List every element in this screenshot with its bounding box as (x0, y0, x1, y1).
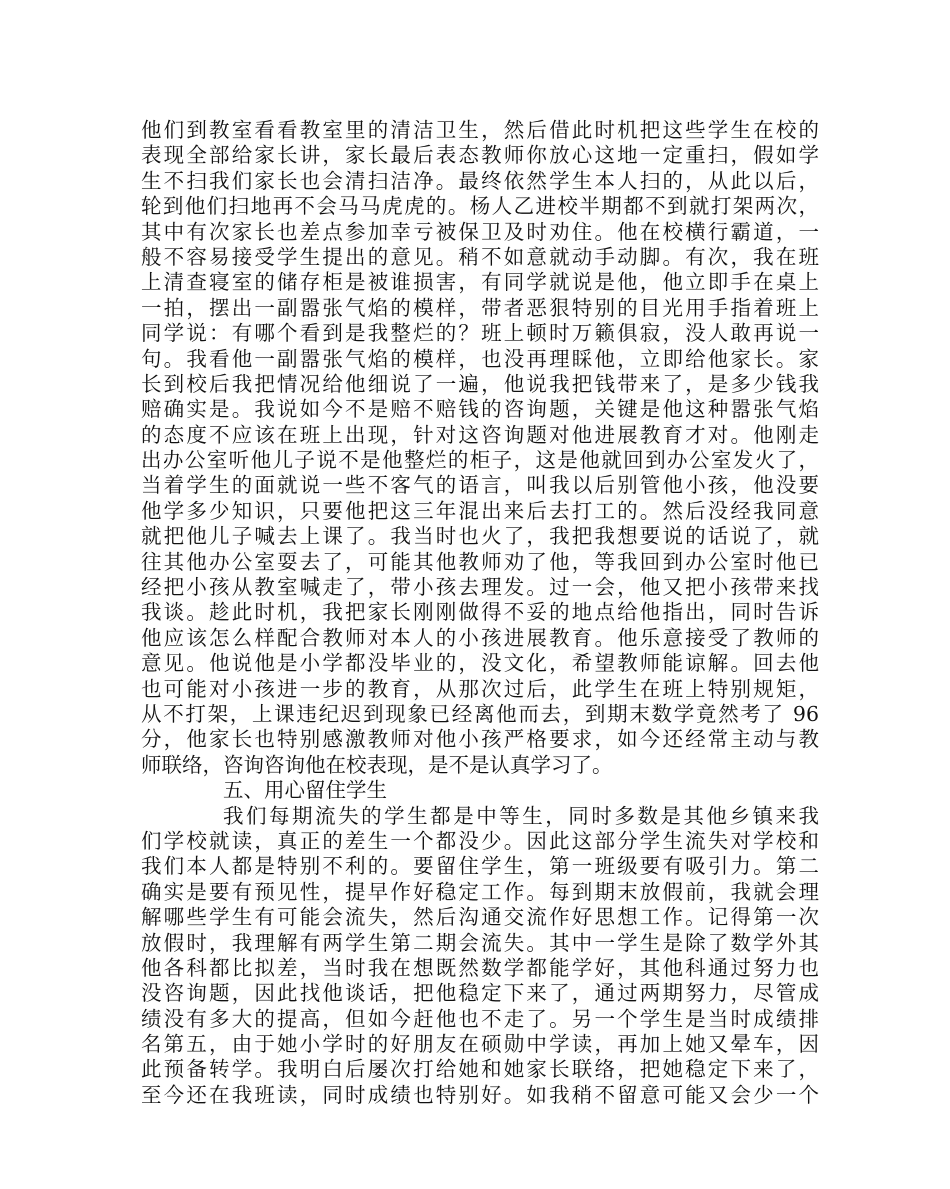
text-line: 从不打架，上课违纪迟到现象已经离他而去，到期末数学竟然考了 96 (141, 701, 819, 726)
text-line: 绩没有多大的提高，但如今赶他也不走了。另一个学生是当时成绩排 (141, 1006, 819, 1031)
text-line: 确实是要有预见性，提早作好稳定工作。每到期末放假前，我就会理 (141, 879, 819, 904)
text-line: 其中有次家长也差点参加幸亏被保卫及时劝住。他在校横行霸道，一 (141, 219, 819, 244)
text-line: 轮到他们扫地再不会马马虎虎的。杨人乙进校半期都不到就打架两次， (141, 194, 819, 219)
text-line: 赔确实是。我说如今不是赔不赔钱的咨询题，关键是他这种嚣张气焰 (141, 397, 819, 422)
text-line: 当着学生的面就说一些不客气的语言，叫我以后别管他小孩，他没要 (141, 473, 819, 498)
text-line: 我谈。趁此时机，我把家长刚刚做得不妥的地点给他指出，同时告诉 (141, 600, 819, 625)
text-line: 我们本人都是特别不利的。要留住学生，第一班级要有吸引力。第二 (141, 854, 819, 879)
text-line: 放假时，我理解有两学生第二期会流失。其中一学生是除了数学外其 (141, 930, 819, 955)
text-line: 的态度不应该在班上出现，针对这咨询题对他进展教育才对。他刚走 (141, 422, 819, 447)
section-heading: 五、用心留住学生 (223, 778, 387, 803)
text-line: 他们到教室看看教室里的清洁卫生，然后借此时机把这些学生在校的 (141, 118, 819, 142)
body-text (141, 118, 819, 1108)
text-line: 名第五，由于她小学时的好朋友在硕勋中学读，再加上她又晕车，因 (141, 1032, 819, 1057)
text-line: 表现全部给家长讲，家长最后表态教师你放心这地一定重扫，假如学 (141, 143, 819, 168)
text-line: 往其他办公室耍去了，可能其他教师劝了他，等我回到办公室时他已 (141, 549, 819, 574)
text-line: 他各科都比拟差，当时我在想既然数学都能学好，其他科通过努力也 (141, 955, 819, 980)
text-line: 长到校后我把情况给他细说了一遍，他说我把钱带来了，是多少钱我 (141, 371, 819, 396)
text-line: 意见。他说他是小学都没毕业的，没文化，希望教师能谅解。回去他 (141, 651, 819, 676)
text-line: 没咨询题，因此找他谈话，把他稳定下来了，通过两期努力，尽管成 (141, 981, 819, 1006)
text-line: 上清查寝室的储存柜是被谁损害，有同学就说是他，他立即手在桌上 (141, 270, 819, 295)
text-line: 生不扫我们家长也会清扫洁净。最终依然学生本人扫的，从此以后， (141, 168, 819, 193)
text-line: 般不容易接受学生提出的意见。稍不如意就动手动脚。有次，我在班 (141, 244, 819, 269)
text-line: 他学多少知识，只要他把这三年混出来后去打工的。然后没经我同意 (141, 498, 819, 523)
text-line: 经把小孩从教室喊走了，带小孩去理发。过一会，他又把小孩带来找 (141, 575, 819, 600)
text-line: 此预备转学。我明白后屡次打给她和她家长联络，把她稳定下来了， (141, 1057, 819, 1082)
text-line: 至今还在我班读，同时成绩也特别好。如我稍不留意可能又会少一个 (141, 1082, 819, 1107)
text-line: 分，他家长也特别感激教师对他小孩严格要求，如今还经常主动与教 (141, 727, 819, 752)
text-line: 一拍，摆出一副嚣张气焰的模样，带者恶狠特别的目光用手指着班上 (141, 295, 819, 320)
text-line: 我们每期流失的学生都是中等生，同时多数是其他乡镇来我 (223, 803, 819, 828)
text-line: 同学说：有哪个看到是我整烂的？班上顿时万籁俱寂，没人敢再说一 (141, 321, 819, 346)
text-line: 也可能对小孩进一步的教育，从那次过后，此学生在班上特别规矩， (141, 676, 819, 701)
text-line: 师联络，咨询咨询他在校表现，是不是认真学习了。 (141, 752, 613, 777)
text-line: 出办公室听他儿子说不是他整烂的柜子，这是他就回到办公室发火了， (141, 448, 819, 473)
text-line: 就把他儿子喊去上课了。我当时也火了，我把我想要说的话说了，就 (141, 524, 819, 549)
text-line: 他应该怎么样配合教师对本人的小孩进展教育。他乐意接受了教师的 (141, 625, 819, 650)
text-line: 解哪些学生有可能会流失，然后沟通交流作好思想工作。记得第一次 (141, 905, 819, 930)
text-line: 们学校就读，真正的差生一个都没少。因此这部分学生流失对学校和 (141, 828, 819, 853)
text-line: 句。我看他一副嚣张气焰的模样，也没再理睬他，立即给他家长。家 (141, 346, 819, 371)
